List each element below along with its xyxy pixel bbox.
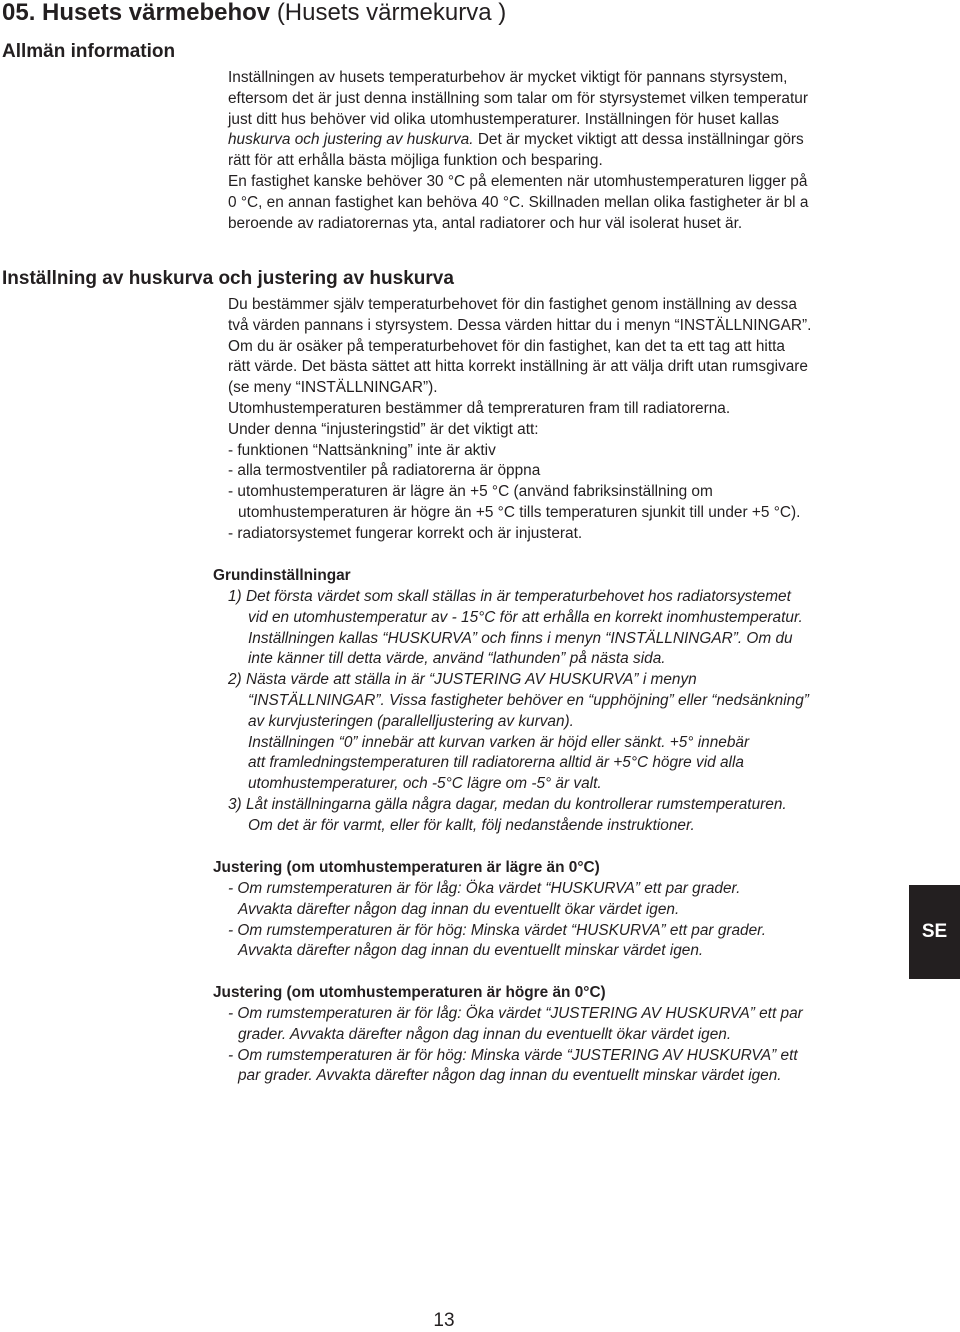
text-line: (se meny “INSTÄLLNINGAR”). — [228, 379, 438, 397]
list-item: - funktionen “Nattsänkning” inte är aktiv — [228, 441, 496, 459]
general-info-text — [228, 68, 808, 234]
adjust-high-heading: Justering (om utomhustemperaturen är högre än 0°C) — [213, 984, 606, 1001]
adjust-low-text — [228, 879, 766, 962]
basic-settings-heading: Grundinställningar — [213, 567, 351, 584]
list-item-continuation: Om det är för varmt, eller för kallt, följ nedanstående instruktioner. — [248, 816, 695, 834]
text-line: Om du är osäker på temperaturbehovet för din fastighet, kan det ta ett tag att hitta — [228, 337, 785, 355]
list-item-continuation: utomhustemperaturen är högre än +5 °C tills temperaturen sjunkit till under +5 °C). — [238, 503, 801, 521]
list-item-continuation: vid en utomhustemperatur av - 15°C för att erhålla en korrekt inomhustemperatur. — [248, 608, 803, 626]
text-line: rätt för att erhålla bästa möjliga funktion och besparing. — [228, 152, 603, 170]
text-line: rätt värde. Det bästa sättet att hitta korrekt inställning är att välja drift utan rumsgivare — [228, 358, 808, 376]
list-item-continuation: par grader. Avvakta därefter någon dag innan du eventuellt minskar värdet igen. — [238, 1067, 782, 1085]
list-item-continuation: inte känner till detta värde, använd “lathunden” på nästa sida. — [248, 650, 666, 668]
setting-text — [228, 295, 811, 545]
text-line: Du bestämmer själv temperaturbehovet för din fastighet genom inställning av dessa — [228, 296, 797, 313]
list-item: - alla termostventiler på radiatorerna är öppna — [228, 462, 541, 480]
text-line: just ditt hus behöver vid olika utomhustemperaturer. Inställningen för huset kallas — [228, 110, 779, 128]
adjust-high-text — [228, 1004, 803, 1087]
list-item: - radiatorsystemet fungerar korrekt och är injusterat. — [228, 524, 583, 542]
chapter-number: 05. — [2, 0, 36, 26]
list-item: - Om rumstemperaturen är för låg: Öka värdet “HUSKURVA” ett par grader. — [228, 880, 741, 897]
text-line: Under denna “injusteringstid” är det viktigt att: — [228, 420, 539, 438]
list-item-continuation: grader. Avvakta därefter någon dag innan du eventuellt ökar värdet igen. — [238, 1025, 732, 1043]
general-info-heading: Allmän information — [2, 41, 176, 62]
basic-settings-text — [228, 587, 809, 837]
text-line: beroende av radiatorernas yta, antal radiatorer och hur väl isolerat huset är. — [228, 214, 743, 232]
list-item-continuation: Avvakta därefter någon dag innan du eventuellt minskar värdet igen. — [238, 942, 704, 960]
list-item-continuation: Avvakta därefter någon dag innan du eventuellt ökar värdet igen. — [238, 900, 680, 918]
text-line — [228, 130, 808, 151]
chapter-subtitle: (Husets värmekurva ) — [276, 0, 507, 26]
list-item: 2) Nästa värde att ställa in är “JUSTERING AV HUSKURVA” i menyn — [228, 671, 697, 689]
adjust-low-heading: Justering (om utomhustemperaturen är lägre än 0°C) — [213, 859, 600, 876]
page-number: 13 — [433, 1310, 455, 1331]
text-line: Utomhustemperaturen bestämmer då tempreraturen fram till radiatorerna. — [228, 399, 731, 417]
list-item-continuation: utomhustemperaturer, och -5°C lägre om -5° är valt. — [248, 775, 602, 793]
language-tab: SE — [909, 885, 960, 979]
text-line: två värden pannans i styrsystem. Dessa värden hittar du i menyn “INSTÄLLNINGAR”. — [228, 316, 812, 334]
list-item-continuation: att framledningstemperaturen till radiatorerna alltid är +5°C högre vid alla — [248, 754, 744, 772]
list-item: - Om rumstemperaturen är för låg: Öka värdet “JUSTERING AV HUSKURVA” ett par — [228, 1005, 803, 1022]
list-item-continuation: Inställningen “0” innebär att kurvan varken är höjd eller sänkt. +5° innebär — [248, 733, 750, 751]
list-item-continuation: av kurvjusteringen (parallelljustering av kurvan). — [248, 712, 574, 730]
list-item-continuation: Inställningen kallas “HUSKURVA” och finns i menyn “INSTÄLLNINGAR”. Om du — [248, 629, 793, 647]
italic-term: huskurva och justering av huskurva. — [228, 131, 474, 149]
list-item: - Om rumstemperaturen är för hög: Minska värdet “HUSKURVA” ett par grader. — [228, 921, 767, 939]
text-line: En fastighet kanske behöver 30 °C på elementen när utomhustemperaturen ligger på — [228, 172, 808, 190]
list-item: 3) Låt inställningarna gälla några dagar, medan du kontrollerar rumstemperaturen. — [228, 795, 787, 813]
list-item: - Om rumstemperaturen är för hög: Minska värde “JUSTERING AV HUSKURVA” ett — [228, 1046, 798, 1064]
list-item: - utomhustemperaturen är lägre än +5 °C (använd fabriksinställning om — [228, 483, 713, 501]
list-item: 1) Det första värdet som skall ställas in är temperaturbehovet hos radiatorsystemet — [228, 588, 791, 605]
text-line: 0 °C, en annan fastighet kan behöva 40 °C. Skillnaden mellan olika fastigheter är bl a — [228, 193, 809, 211]
chapter-title: Husets värmebehov — [42, 0, 271, 26]
page-title — [2, 0, 506, 29]
text-line: Inställningen av husets temperaturbehov är mycket viktigt för pannans styrsystem, — [228, 69, 788, 86]
text-line: eftersom det är just denna inställning som talar om för styrsystemet vilken temperatur — [228, 89, 808, 107]
setting-heading: Inställning av huskurva och justering av huskurva — [2, 268, 454, 289]
text-span: Det är mycket viktigt att dessa inställningar görs — [477, 131, 804, 149]
list-item-continuation: “INSTÄLLNINGAR”. Vissa fastigheter behöver en “upphöjning” eller “nedsänkning” — [248, 691, 809, 709]
